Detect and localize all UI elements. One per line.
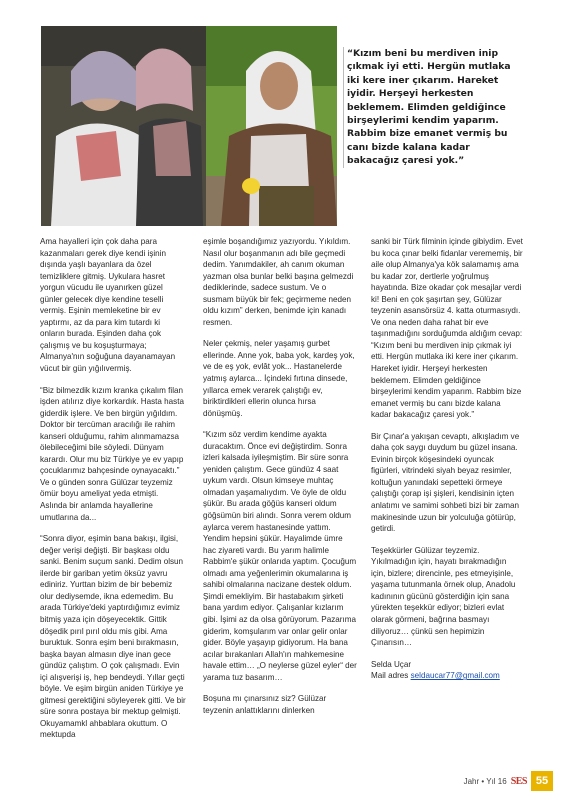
magazine-logo: SES xyxy=(510,775,527,787)
paragraph: “Biz bilmezdik kızım kranka çıkalım filan işden atılırız diye korkardık. Hasta hasta giderdik işlere. Ve ben birgün yığıldım. Doktor bir tercüman aracılığı ile rahim kanseri olduğumu, rahim alınmamazsa ölebileceğimi bile söyledi. Dünyam karardı. Olur mu biz Türkiye ye ev yapıp çocuklarımız bahçesinde oynayacaktı.” Ve o günden sonra Gülüzar teyzemiz ömür boyu ameliyat yeda etmişti. Aslında bir anlamda hayallerine umutlarına da... xyxy=(40,385,184,522)
paragraph: Boşuna mı çınarsınız siz? Gülüzar teyzenin anlattıklarını dinlerken xyxy=(203,694,327,715)
article-column-1 xyxy=(40,236,187,751)
page-footer xyxy=(464,770,553,792)
author-name: Selda Uçar xyxy=(371,659,412,669)
paragraph: sanki bir Türk filminin içinde gibiydim. Evet bu koca çınar belki fidanlar verememiş, bir aile olup Almanya'ya kök salamamış ama bu kadar zor, dertlerle yoğrulmuş hayatında. Bize okadar çok mesajlar verdi ki! Beni en çok şaşırtan şey, Gülüzar teyzenin asansörsüz 4. katta oturmasıydı. Ve ona neden daha rahat bir eve taşınmadığını sorduğumda aldığım cevap: “Kızım beni bu merdiven inip çıkmak iyi etti. Hergün mutlaka iki kere iner çıkarım. Hareket iyidir. Herşeyi herkesten beklemem. Elimden geldiğince birşeylerimi kendim yaparım. Rabbim bize emanet vermiş bu canı bizde kalana kadar bakacağız çaresi yok.” xyxy=(371,237,523,420)
paragraph: Bir Çınar'a yakışan cevaptı, alkışladım ve daha çok saygı duydum bu güzel insana. Evinin birçok köşesindeki oyuncak figürleri, vitrindeki siyah beyaz resimler, koltuğun yanındaki sepetteki örmeye çalıştığı çorap işi şişleri, kendisinin içten anlatımı ve samimi sohbeti bizi bir zaman makinesinde uzun bir yolculuğa götürüp, getirdi. xyxy=(371,431,520,534)
article-photo xyxy=(41,26,337,226)
author-email xyxy=(371,670,523,682)
article-column-2 xyxy=(203,236,357,726)
paragraph: Ama hayalleri için çok daha para kazanmaları gerek diye kendi işinin dışında yaşlı bayanlara da özel temizliklere gitmiş. Uykulara hasret yorgun vücudu ile uyanırken güzel günler gelecek diye kendine teselli vermiş. Eşinin memleketine bir ev yaptırmı, az da para kim tutardı ki onların burada. Eşinden daha çok çalışmış ve bu koşuşturmaya; Almanya'nın soğuğuna dayanamayan vücut bir gün yığılıvermiş. xyxy=(40,237,176,374)
issue-label: Jahr • Yıl 16 xyxy=(463,776,507,786)
paragraph: “Sonra diyor, eşimin bana bakışı, ilgisi, değer verişi değişti. Bir başkası oldu sanki. Benim suçum sanki. Dedim olsun ilerde bir gariban yetim öksüz yavru ediniriz. Yurttan bizim de bir bebemiz olur dediysemde, ikna edemedim. Bu arada Türkiye'deki yaptırdığımız evimiz bitmiş yaza için döşeyecektik. Gittik döşedik pırıl pırıl oldu mis gibi. Ama buruktuk. Sonra eşim beni bırakmasın, başka bayan almasın diye inan gece gündüz çalıştım. O çok çalışmadı. Evin içi alışverişi iş, hep bendeydi. Yıllar geçti böyle. Ve eşim birgün aniden Türkiye ye gitmesi gerektiğini söyleyerek gitti. Ve bir süre sonra postaya bir mektup gelmişti. Okuyamamkl ahbablara okuttum. O mektupda xyxy=(40,534,186,740)
email-link[interactable]: seldaucar77@gmail.com xyxy=(410,671,500,681)
paragraph: “Kızım söz verdim kendime ayakta duracaktım. Önce evi değiştirdim. Sonra izleri kalsada iyileşmiştim. Bir süre sonra yeniden çalıştım. Gece gündüz 4 saat uykum vardı. Olsun kimseye muhtaç olmadan yaşamalıydım. Ve öyle de oldu şükür. Bu arada göğüs kanseri oldum göğsümün biri alındı. Sonra verem oldum aylarca verem hastanesinde yattım. Yendim hepsini şükür. Hayalimde ümre hac ziyareti vardı. Bu yarım halimle Rabbim'e şükür onlarıda yaptım. Çocuğum olmadı ama yeğenlerimin okumalarına iş sahibi olmalarına nacizane destek oldum. Şimdi emekliyim. Bir hastabakım şirketi bana yardım ediyor. Çalışanlar kızlarım gibi. İşimi az da olsa görüyorum. Pazarıma giderim, komşularım var onlar gelir onlar gider. Böyle yaşayıp gidiyorum. Ha bana acılar bırakanları Allah'ın mahkemesine havale ettim… „O neylerse güzel eyler“ der yarama tuz basarım… xyxy=(203,430,357,682)
article-column-3 xyxy=(371,236,523,692)
paragraph: Neler çekmiş, neler yaşamış gurbet ellerinde. Anne yok, baba yok, kardeş yok, ve de eş yok, evlât yok... Hastanelerde yatmış aylarca... İçindeki fırtına dinsede, yıllarca emek verarek çalıştığı ev, biriktirdikleri ellerin olunca hırsa dönüşmüş. xyxy=(203,339,355,418)
paragraph: Teşekkürler Gülüzar teyzemiz. Yıkılmadığın için, hayatı bırakmadığın için, bizlere; direncinle, pes etmeyişinle, yaşama tutunmanla örnek olup, Anadolu kadınının gücünü gösterdiğin için sana yürekten teşekkür ediyor; bizleri evlat olarak görmeni, bağrına basmayı diliyoruz… çünkü sen hepimizin Çınarısın… xyxy=(371,545,516,648)
page-number: 55 xyxy=(531,771,553,791)
pull-quote: “Kızım beni bu merdiven inip çıkmak iyi etti. Hergün mutlaka iki kere iner çıkarım. Hareket iyidir. Herşeyi herkesten beklemem. Elimden geldiğince birşeylerimi kendim yaparım. Rabbim bize emanet vermiş bu canı bizde kalana kadar bakacağız çaresi yok.” xyxy=(343,47,515,168)
email-label: Mail adres xyxy=(371,671,411,681)
paragraph: eşimle boşandığımız yazıyordu. Yıkıldım. Nasıl olur boşanmanın adı bile geçmedi dedim. Yanımdakiler, ah canım okuman yazman olsa bunlar belki başına gelmezdi dediklerinde, sadece sustum. Ve o susmam büyük bir fek; geçirmeme neden oldu kızım” derken, benimde için kanadı resmen. xyxy=(203,237,354,327)
